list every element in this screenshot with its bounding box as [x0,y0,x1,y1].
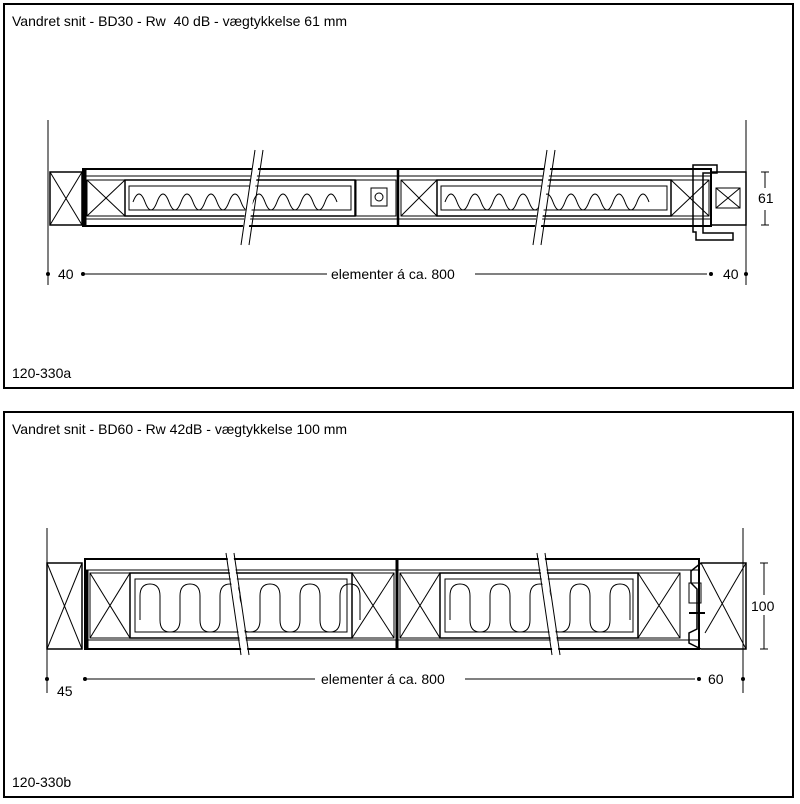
dim-right-label: 60 [708,671,724,687]
drawing-code: 120-330b [12,774,72,790]
panel-title: Vandret snit - BD30 - Rw 40 dB - vægtykkelse 61 mm [12,13,348,29]
section-panel-bd30 [3,3,794,389]
panel-title: Vandret snit - BD60 - Rw 42dB - vægtykkelse 100 mm [12,421,348,437]
dim-left-label: 40 [58,266,74,282]
dim-left-label: 45 [57,683,73,699]
section-drawing-bd60 [5,413,792,796]
section-panel-bd60 [3,411,794,798]
dim-height-label: 100 [751,598,775,614]
dim-middle-label: elementer á ca. 800 [321,671,445,687]
dim-middle-label: elementer á ca. 800 [331,266,455,282]
drawing-code: 120-330a [12,365,72,381]
dim-right-label: 40 [723,266,739,282]
section-drawing-bd30 [5,5,792,387]
dim-height-label: 61 [758,190,774,206]
